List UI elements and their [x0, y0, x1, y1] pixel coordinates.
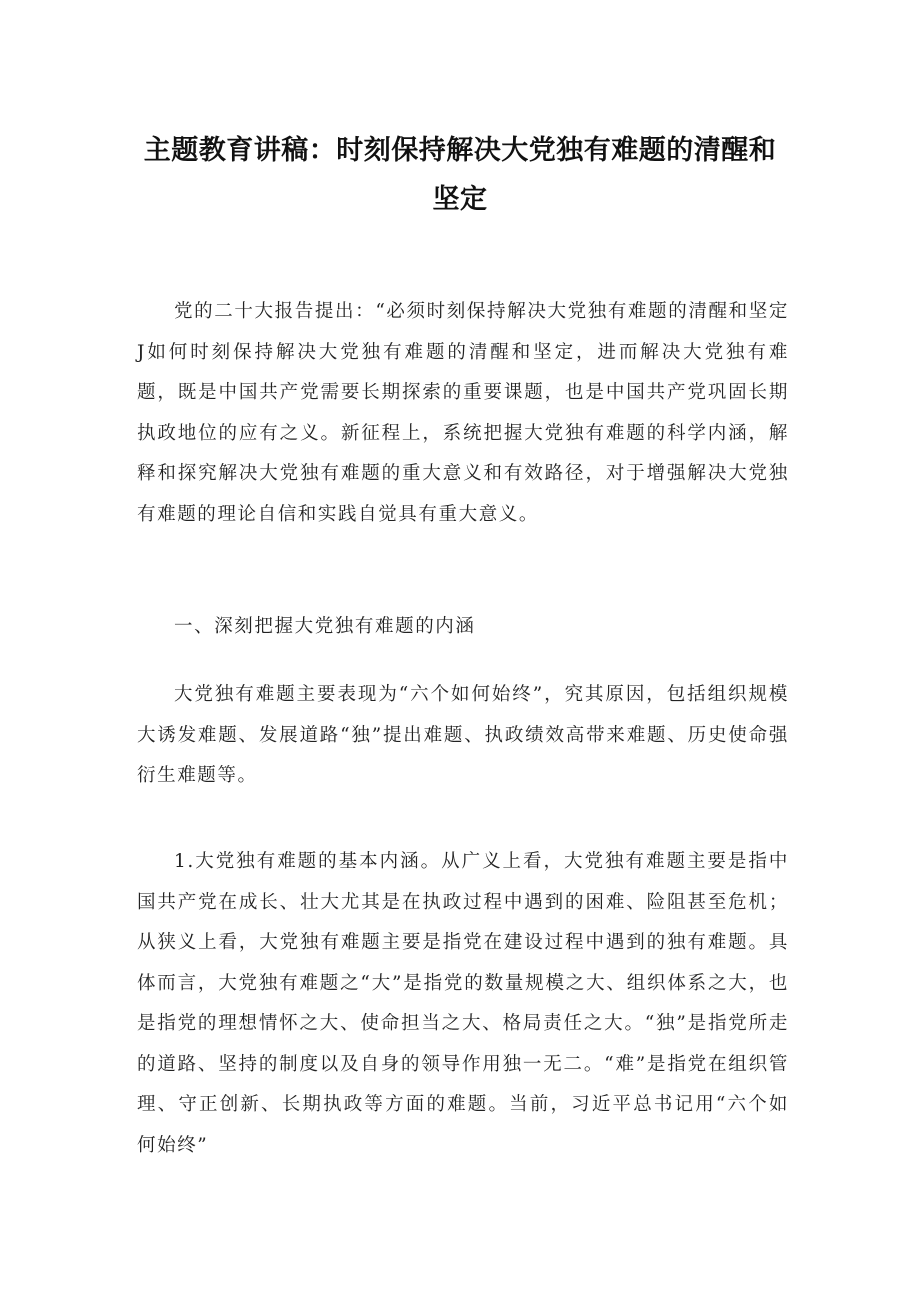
- document-title: [110, 126, 810, 224]
- paragraph-summary: 大党独有难题主要表现为“六个如何始终”，究其原因，包括组织规模大诱发难题、发展道路“独”提出难题、执政绩效高带来难题、历史使命强衍生难题等。: [137, 684, 789, 786]
- document-title-line-1: 主题教育讲稿：时刻保持解决大党独有难题的清醒和: [143, 135, 777, 167]
- document-title-line-2: 坚定: [432, 184, 488, 216]
- section-heading-1: 一、深刻把握大党独有难题的内涵: [174, 616, 476, 637]
- paragraph-basic-connotation: 1.大党独有难题的基本内涵。从广义上看，大党独有难题主要是指中国共产党在成长、壮大尤其是在执政过程中遇到的困难、险阻甚至危机；从狭义上看，大党独有难题主要是指党在建设过程中遇到的独有难题。具体而言，大党独有难题之“大”是指党的数量规模之大、组织体系之大，也是指党的理想情怀之大、使命担当之大、格局责任之大。“独”是指党所走的道路、坚持的制度以及自身的领导作用独一无二。“难”是指党在组织管理、守正创新、长期执政等方面的难题。当前，习近平总书记用“六个如何始终”: [137, 851, 789, 1156]
- paragraph-intro: 党的二十大报告提出：“必须时刻保持解决大党独有难题的清醒和坚定J如何时刻保持解决大党独有难题的清醒和坚定，进而解决大党独有难题，既是中国共产党需要长期探索的重要课题，也是中国共产党巩固长期执政地位的应有之义。新征程上，系统把握大党独有难题的科学内涵，解释和探究解决大党独有难题的重大意义和有效路径，对于增强解决大党独有难题的理论自信和实践自觉具有重大意义。: [137, 301, 789, 525]
